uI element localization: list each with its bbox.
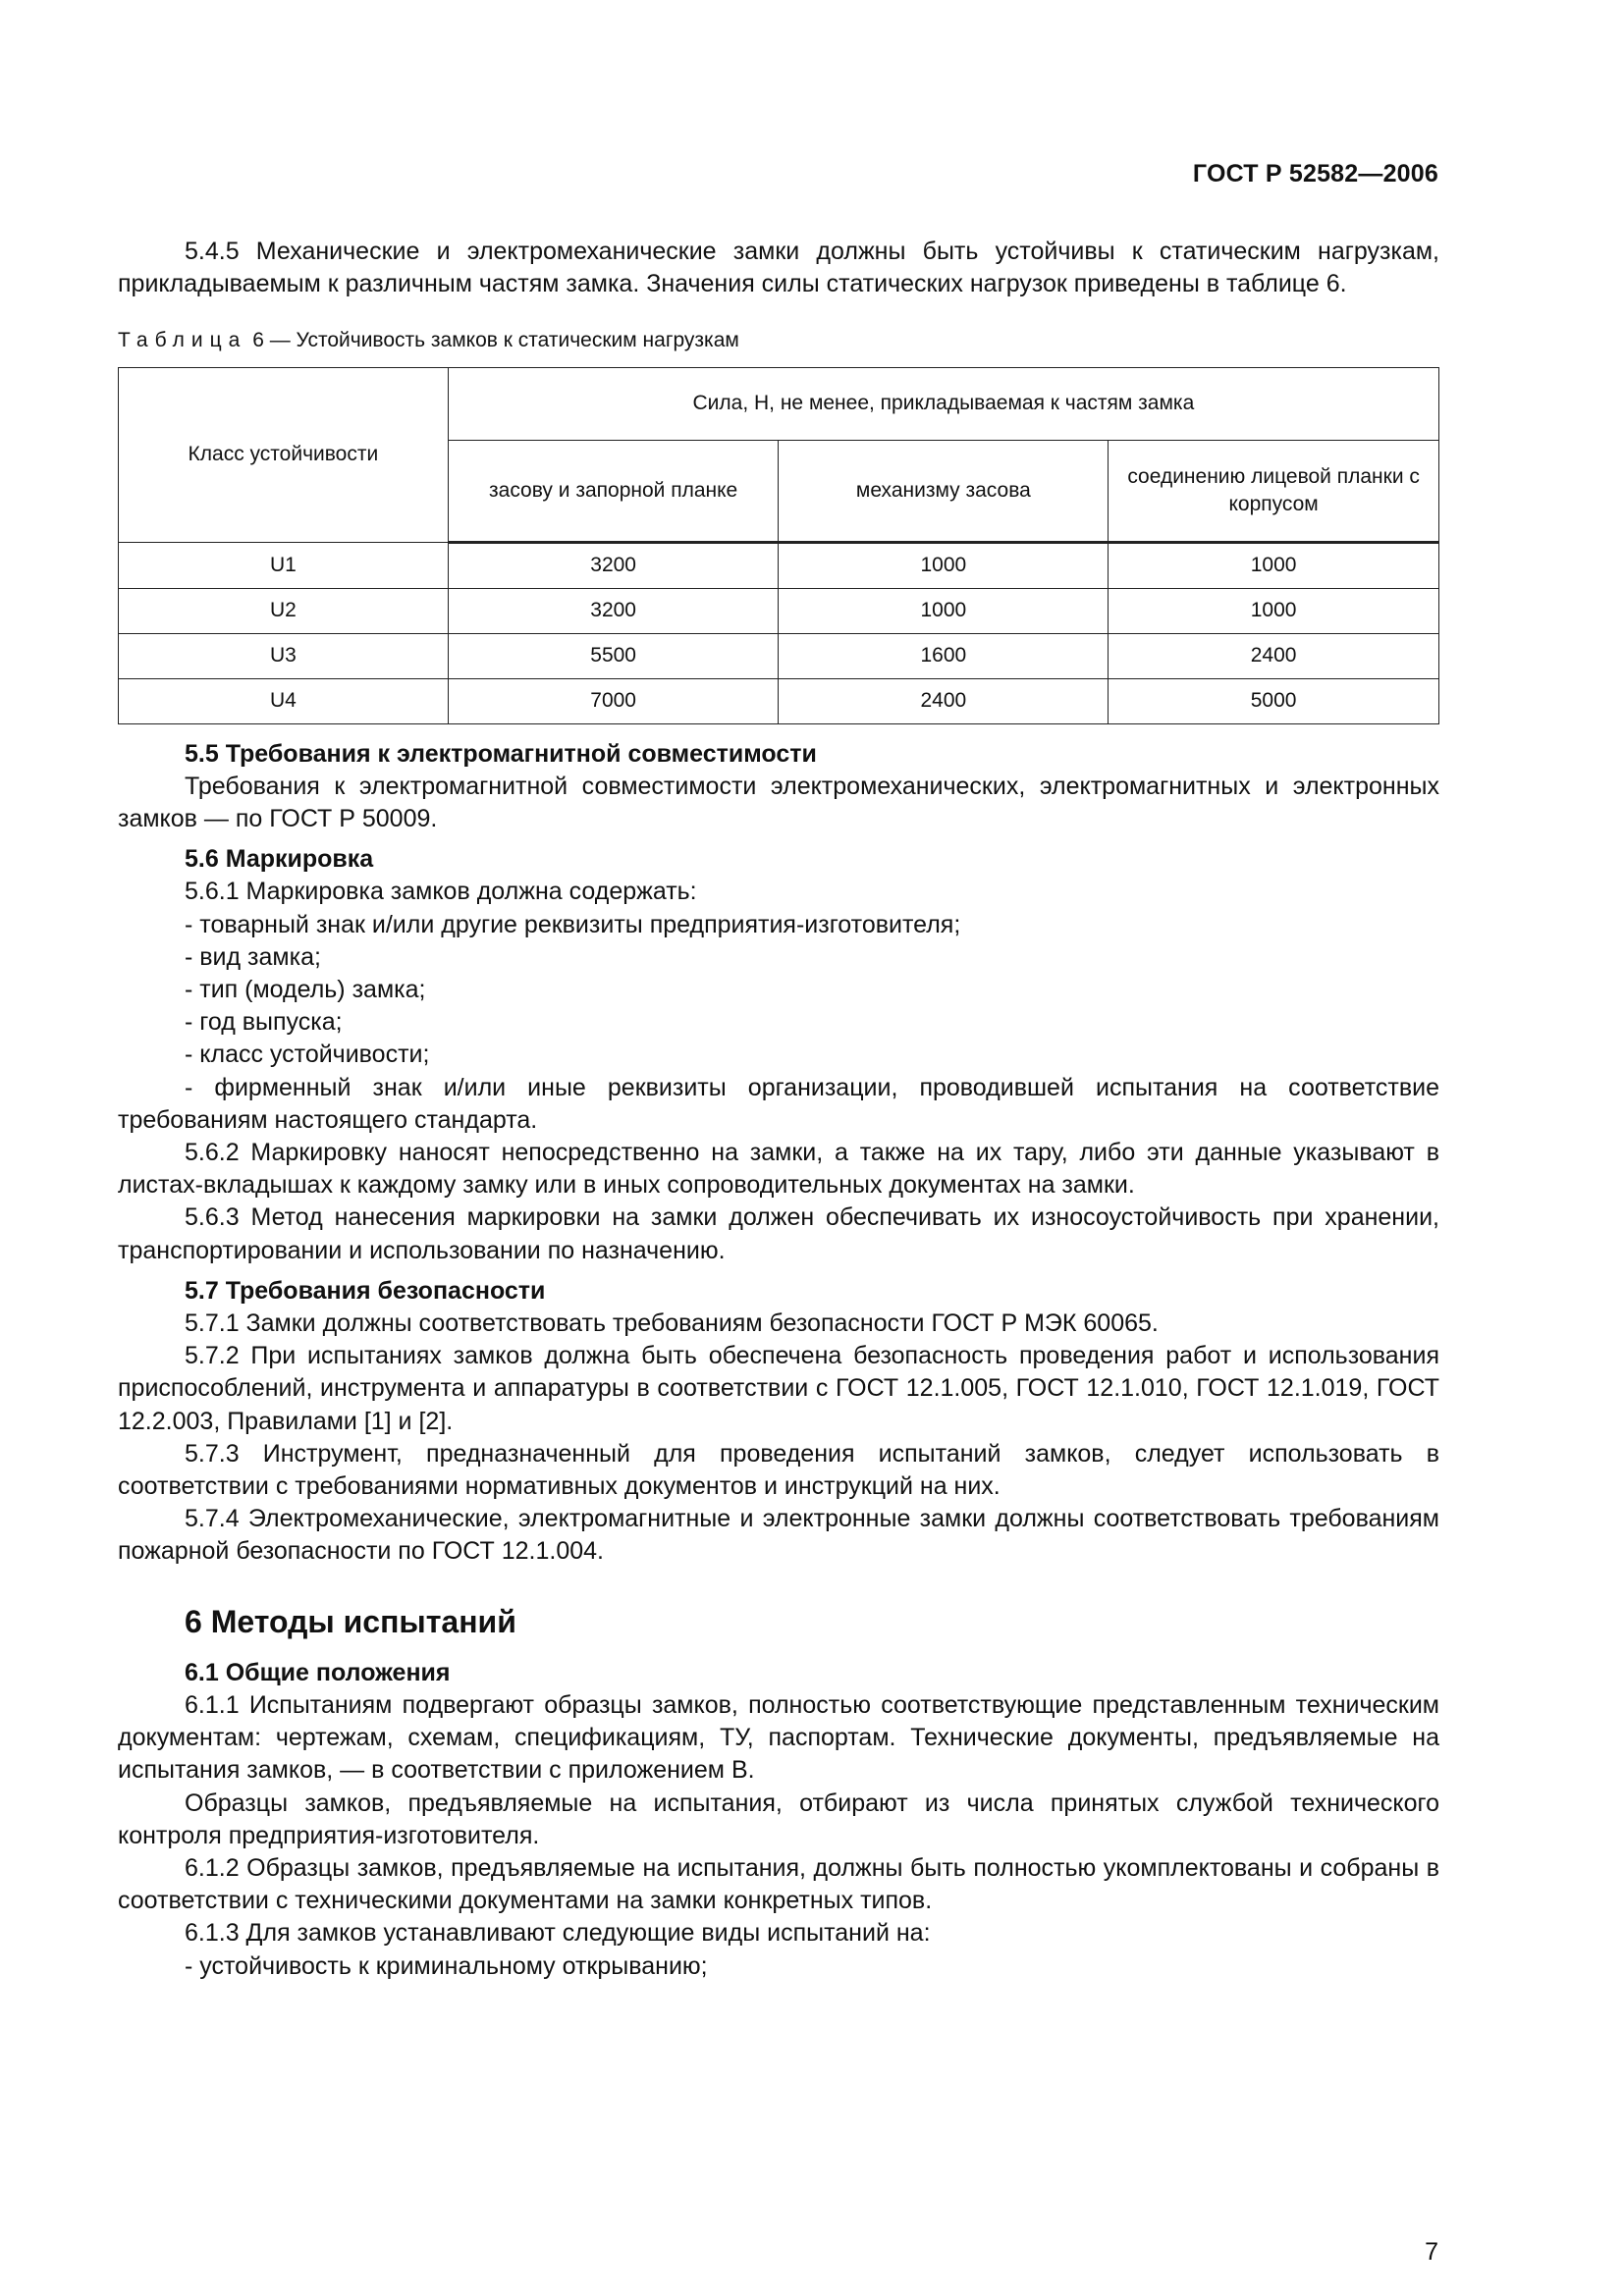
table-cell: 5500 — [448, 633, 779, 678]
table-cell: 3200 — [448, 588, 779, 633]
paragraph-6-1-2: 6.1.2 Образцы замков, предъявляемые на испытания, должны быть полностью укомплектованы и собраны в соответствии с техническими документами на замки конкретных типов. — [118, 1853, 1439, 1915]
section-heading-6: 6 Методы испытаний — [185, 1603, 516, 1639]
table-caption-word: Таблица — [118, 329, 247, 352]
table-row — [119, 588, 1439, 633]
list-item: - год выпуска; — [185, 1008, 343, 1037]
section-heading-5-5: 5.5 Требования к электромагнитной совместимости — [185, 739, 817, 768]
paragraph-5-7-3: 5.7.3 Инструмент, предназначенный для проведения испытаний замков, следует использовать в соответствии с требованиями нормативных документов и инструкций на них. — [118, 1439, 1439, 1501]
header-bolt-mechanism: механизму засова — [779, 440, 1109, 542]
paragraph-5-4-5: 5.4.5 Механические и электромеханические замки должны быть устойчивы к статическим нагрузкам, прикладываемым к различным частям замка. Значения силы статических нагрузок приведены в таблице 6. — [118, 238, 1439, 298]
paragraph-5-5: Требования к электромагнитной совместимости электромеханических, электромагнитных и электронных замков — по ГОСТ Р 50009. — [118, 772, 1439, 833]
list-item: - фирменный знак и/или иные реквизиты организации, проводившей испытания на соответствие требованиям настоящего стандарта. — [118, 1073, 1439, 1134]
table-caption — [118, 324, 1439, 356]
header-force-group: Сила, Н, не менее, прикладываемая к частям замка — [448, 367, 1438, 440]
table-row — [119, 542, 1439, 588]
table-cell: 5000 — [1109, 678, 1439, 723]
table-cell: 3200 — [448, 542, 779, 588]
table-cell: 1000 — [779, 588, 1109, 633]
table-caption-title: 6 — Устойчивость замков к статическим нагрузкам — [252, 329, 739, 352]
header-faceplate-body: соединению лицевой планки с корпусом — [1109, 440, 1439, 542]
section-heading-6-1: 6.1 Общие положения — [185, 1658, 451, 1686]
section-heading-5-7: 5.7 Требования безопасности — [185, 1276, 546, 1305]
paragraph-5-6-2: 5.6.2 Маркировку наносят непосредственно на замки, а также на их тару, либо эти данные указывают в листах-вкладышах к каждому замку или в иных сопроводительных документах на замки. — [118, 1139, 1439, 1200]
section-heading-5-6: 5.6 Маркировка — [185, 845, 374, 874]
paragraph-5-7-2: 5.7.2 При испытаниях замков должна быть обеспечена безопасность проведения работ и использования приспособлений, инструмента и аппаратуры в соответствии с ГОСТ 12.1.005, ГОСТ 12.1.010, ГОСТ 12.1.019, ГОСТ 12.2.003, Правилами [1] и [2]. — [118, 1342, 1439, 1435]
table-cell: U1 — [119, 542, 449, 588]
list-item: - тип (модель) замка; — [185, 976, 426, 1004]
table-6 — [118, 367, 1439, 724]
paragraph-6-1-1: 6.1.1 Испытаниям подвергают образцы замков, полностью соответствующие представленным техническим документам: чертежам, схемам, спецификациям, ТУ, паспортам. Технические документы, предъявляемые на испытания замков, — в соответствии с приложением В. — [118, 1690, 1439, 1785]
paragraph-5-6-3: 5.6.3 Метод нанесения маркировки на замки должен обеспечивать их износоустойчивость при хранении, транспортировании и использовании по назначению. — [118, 1203, 1439, 1264]
paragraph-6-1-1-b: Образцы замков, предъявляемые на испытания, отбирают из числа принятых службой технического контроля предприятия-изготовителя. — [118, 1789, 1439, 1849]
table-cell: 1000 — [1109, 542, 1439, 588]
table-cell: 1600 — [779, 633, 1109, 678]
table-cell: U2 — [119, 588, 449, 633]
paragraph-6-1-3: 6.1.3 Для замков устанавливают следующие виды испытаний на: — [185, 1919, 931, 1948]
table-row — [119, 678, 1439, 723]
standard-header: ГОСТ Р 52582—2006 — [1192, 160, 1438, 187]
paragraph-5-7-4: 5.7.4 Электромеханические, электромагнитные и электронные замки должны соответствовать требованиям пожарной безопасности по ГОСТ 12.1.004. — [118, 1505, 1439, 1566]
list-item: - класс устойчивости; — [185, 1041, 430, 1069]
table-row — [119, 633, 1439, 678]
table-cell: 2400 — [779, 678, 1109, 723]
table-cell: 1000 — [1109, 588, 1439, 633]
list-item: - товарный знак и/или другие реквизиты предприятия-изготовителя; — [185, 910, 961, 938]
page-number: 7 — [1425, 2238, 1438, 2266]
table-cell: 2400 — [1109, 633, 1439, 678]
header-bolt-strike: засову и запорной планке — [448, 440, 779, 542]
list-item: - вид замка; — [185, 942, 321, 971]
table-cell: U3 — [119, 633, 449, 678]
paragraph-5-7-1: 5.7.1 Замки должны соответствовать требованиям безопасности ГОСТ Р МЭК 60065. — [185, 1309, 1159, 1338]
table-cell: 1000 — [779, 542, 1109, 588]
page-content — [118, 236, 1439, 1983]
paragraph-5-6-1: 5.6.1 Маркировка замков должна содержать: — [185, 878, 697, 906]
header-class: Класс устойчивости — [119, 367, 449, 542]
table-cell: U4 — [119, 678, 449, 723]
list-item: - устойчивость к криминальному открыванию; — [185, 1951, 708, 1980]
table-cell: 7000 — [448, 678, 779, 723]
